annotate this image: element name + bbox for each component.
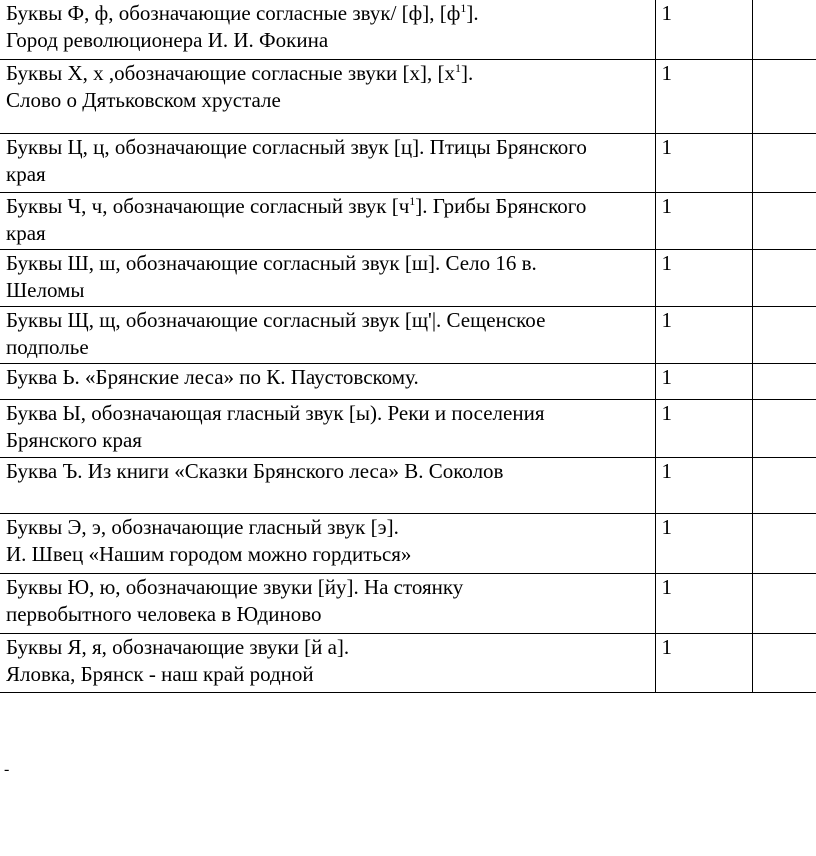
- topic-line-2: первобытного человека в Юдиново: [6, 601, 322, 626]
- topic-line-1: Буквы Ю, ю, обозначающие звуки [йу]. На стоянку: [6, 574, 464, 599]
- topic-line-1: Буквы Щ, щ, обозначающие согласный звук [щ'|. Сещенское: [6, 307, 546, 332]
- table-row: [0, 363, 816, 399]
- hours-cell: 1: [655, 249, 752, 306]
- extra-cell: [752, 249, 816, 306]
- table-row: [0, 457, 816, 513]
- hours-cell: 1: [655, 306, 752, 363]
- topic-line-1: Буквы Ц, ц, обозначающие согласный звук [ц]. Птицы Брянского: [6, 134, 587, 159]
- hours-cell: 1: [655, 192, 752, 249]
- hours-cell: 1: [655, 573, 752, 633]
- topic-line-1: Буква Ъ. Из книги «Сказки Брянского леса» В. Соколов: [6, 458, 504, 483]
- topic-line-2: Яловка, Брянск - наш край родной: [6, 661, 314, 686]
- topic-cell: [0, 133, 655, 192]
- hours-cell: 1: [655, 457, 752, 513]
- table-row: [0, 192, 816, 249]
- table-row: [0, 399, 816, 457]
- table-row: [0, 306, 816, 363]
- extra-cell: [752, 513, 816, 573]
- topic-cell: [0, 0, 655, 59]
- topic-cell: [0, 306, 655, 363]
- table-row: [0, 0, 816, 59]
- topic-cell: [0, 249, 655, 306]
- topic-line-2: Брянского края: [6, 427, 142, 452]
- topic-line-2: края: [6, 220, 46, 245]
- extra-cell: [752, 363, 816, 399]
- topic-line-2: Город революционера И. И. Фокина: [6, 28, 329, 52]
- topic-line-1: Буквы Я, я, обозначающие звуки [й а].: [6, 634, 350, 659]
- topic-line-1: Буквы Ч, ч, обозначающие согласный звук $[ч^1]$. Грибы Брянского: [6, 193, 587, 218]
- hours-cell: 1: [655, 0, 752, 59]
- topic-cell: [0, 573, 655, 633]
- extra-cell: [752, 59, 816, 133]
- extra-cell: [752, 192, 816, 249]
- extra-cell: [752, 633, 816, 692]
- table-row: [0, 633, 816, 692]
- table-row: [0, 249, 816, 306]
- hours-cell: 1: [655, 633, 752, 692]
- topic-cell: [0, 399, 655, 457]
- topic-line-2: Шеломы: [6, 277, 85, 302]
- extra-cell: [752, 399, 816, 457]
- topic-line-2: подполье: [6, 334, 89, 359]
- hours-cell: 1: [655, 513, 752, 573]
- hours-cell: 1: [655, 363, 752, 399]
- topic-cell: [0, 363, 655, 399]
- hours-cell: 1: [655, 59, 752, 133]
- topic-line-2: Слово о Дятьковском хрустале: [6, 87, 281, 112]
- topic-cell: [0, 633, 655, 692]
- footer-dash-mark: -: [4, 761, 10, 778]
- extra-cell: [752, 0, 816, 59]
- extra-cell: [752, 457, 816, 513]
- topic-line-1: Буквы Ф, ф, обозначающие согласные звук/ [ф], $[ф^1]$.: [6, 1, 479, 25]
- extra-cell: [752, 573, 816, 633]
- topic-line-2: И. Швец «Нашим городом можно гордиться»: [6, 541, 412, 566]
- topic-cell: [0, 513, 655, 573]
- topic-line-1: Буква Ь. «Брянские леса» по К. Паустовскому.: [6, 364, 419, 389]
- hours-cell: 1: [655, 399, 752, 457]
- topic-line-1: Буква Ы, обозначающая гласный звук [ы). Реки и поселения: [6, 400, 545, 425]
- topic-cell: [0, 192, 655, 249]
- topic-line-1: Буквы Ш, ш, обозначающие согласный звук [ш]. Село 16 в.: [6, 250, 537, 275]
- hours-cell: 1: [655, 133, 752, 192]
- extra-cell: [752, 133, 816, 192]
- topic-line-2: края: [6, 161, 46, 186]
- topic-line-1: Буквы Х, х ,обозначающие согласные звуки [х], $[х^1]$.: [6, 60, 474, 85]
- topic-cell: [0, 457, 655, 513]
- table-row: [0, 573, 816, 633]
- table-row: [0, 59, 816, 133]
- extra-cell: [752, 306, 816, 363]
- table-row: [0, 513, 816, 573]
- topic-cell: [0, 59, 655, 133]
- topic-line-1: Буквы Э, э, обозначающие гласный звук [э].: [6, 514, 399, 539]
- table-row: [0, 133, 816, 192]
